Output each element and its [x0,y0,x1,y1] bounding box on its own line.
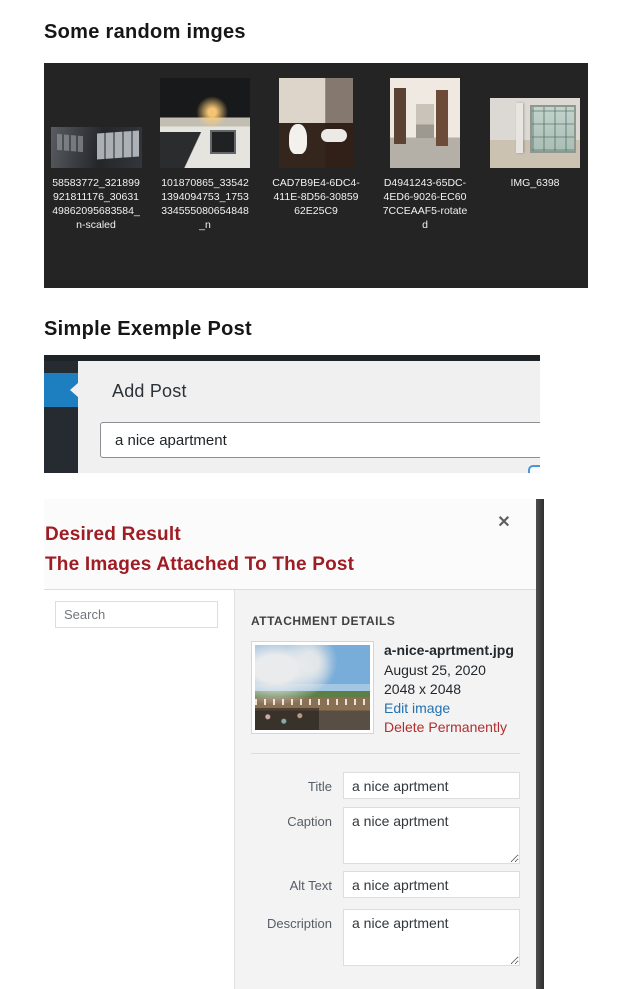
alt-text-label: Alt Text [289,878,332,893]
hallway-photo[interactable] [390,78,460,168]
thumb-zone [155,63,255,168]
section-heading-random-images: Some random imges [44,21,246,43]
caption-field-row [251,807,520,864]
description-textarea[interactable] [343,909,520,966]
add-post-screenshot [44,355,540,473]
title-label: Title [307,779,332,794]
thumb-zone [46,63,146,168]
attachment-filename: a-nice-aprtment.jpg [384,642,514,658]
attachment-details-heading: ATTACHMENT DETAILS [251,614,396,628]
modal-scrollbar-edge[interactable] [536,499,544,989]
attachment-info [384,641,514,737]
dark-room-photo[interactable] [51,127,142,168]
alt-text-input[interactable] [343,871,520,898]
gallery-item[interactable] [375,63,475,232]
gallery-item[interactable] [46,63,146,232]
thumb-zone [266,63,366,168]
alt-text-field-row [251,871,520,898]
living-room-photo[interactable] [490,98,580,168]
close-icon[interactable]: ✕ [497,514,511,531]
thumb-zone [375,63,475,168]
admin-topbar [44,355,540,361]
attachment-details-panel [234,590,536,989]
gallery-item[interactable] [266,63,366,218]
section-heading-example-post: Simple Exemple Post [44,318,252,340]
divider [251,753,520,754]
modal-heading-desired-result: Desired Result [45,524,181,545]
description-field-row [251,909,520,966]
description-label: Description [266,916,332,931]
gallery-caption: D4941243-65DC-4ED6-9026-EC607CCEAAF5-rotated [382,177,468,231]
title-input[interactable] [343,772,520,799]
edit-image-link[interactable]: Edit image [384,700,451,716]
post-title-input[interactable] [100,422,540,458]
attachment-thumbnail-frame [251,641,374,734]
modal-heading-images-attached: The Images Attached To The Post [45,554,355,575]
thumb-zone [485,63,585,168]
image-gallery [44,63,588,288]
partial-block-button[interactable] [528,465,540,473]
sidebar-active-item[interactable] [44,373,78,407]
caption-textarea[interactable] [343,807,520,864]
add-post-title: Add Post [112,381,187,401]
racetrack-photo[interactable] [255,645,370,730]
media-library-panel [44,590,234,989]
gallery-item[interactable] [485,63,585,190]
gallery-caption: 101870865_335421394094753_1753334555080654848_n [161,177,249,231]
attachment-dimensions: 2048 x 2048 [384,681,462,697]
gallery-caption: 58583772_321899921811176_3063149862095683584_n-scaled [52,177,140,231]
caption-label: Caption [287,814,332,829]
modal-header [44,499,536,589]
gallery-caption: CAD7B9E4-6DC4-411E-8D56-3085962E25C9 [272,177,360,217]
modal-body [44,589,536,989]
attachment-date: August 25, 2020 [384,662,486,678]
gallery-caption: IMG_6398 [510,177,560,189]
delete-permanently-link[interactable]: Delete Permanently [384,719,507,735]
kitchen-photo[interactable] [160,78,250,168]
attachment-summary [251,641,520,737]
search-input[interactable] [55,601,218,628]
title-field-row [251,772,520,799]
media-modal [44,499,544,989]
gallery-item[interactable] [155,63,255,232]
bathroom-photo[interactable] [279,78,353,168]
